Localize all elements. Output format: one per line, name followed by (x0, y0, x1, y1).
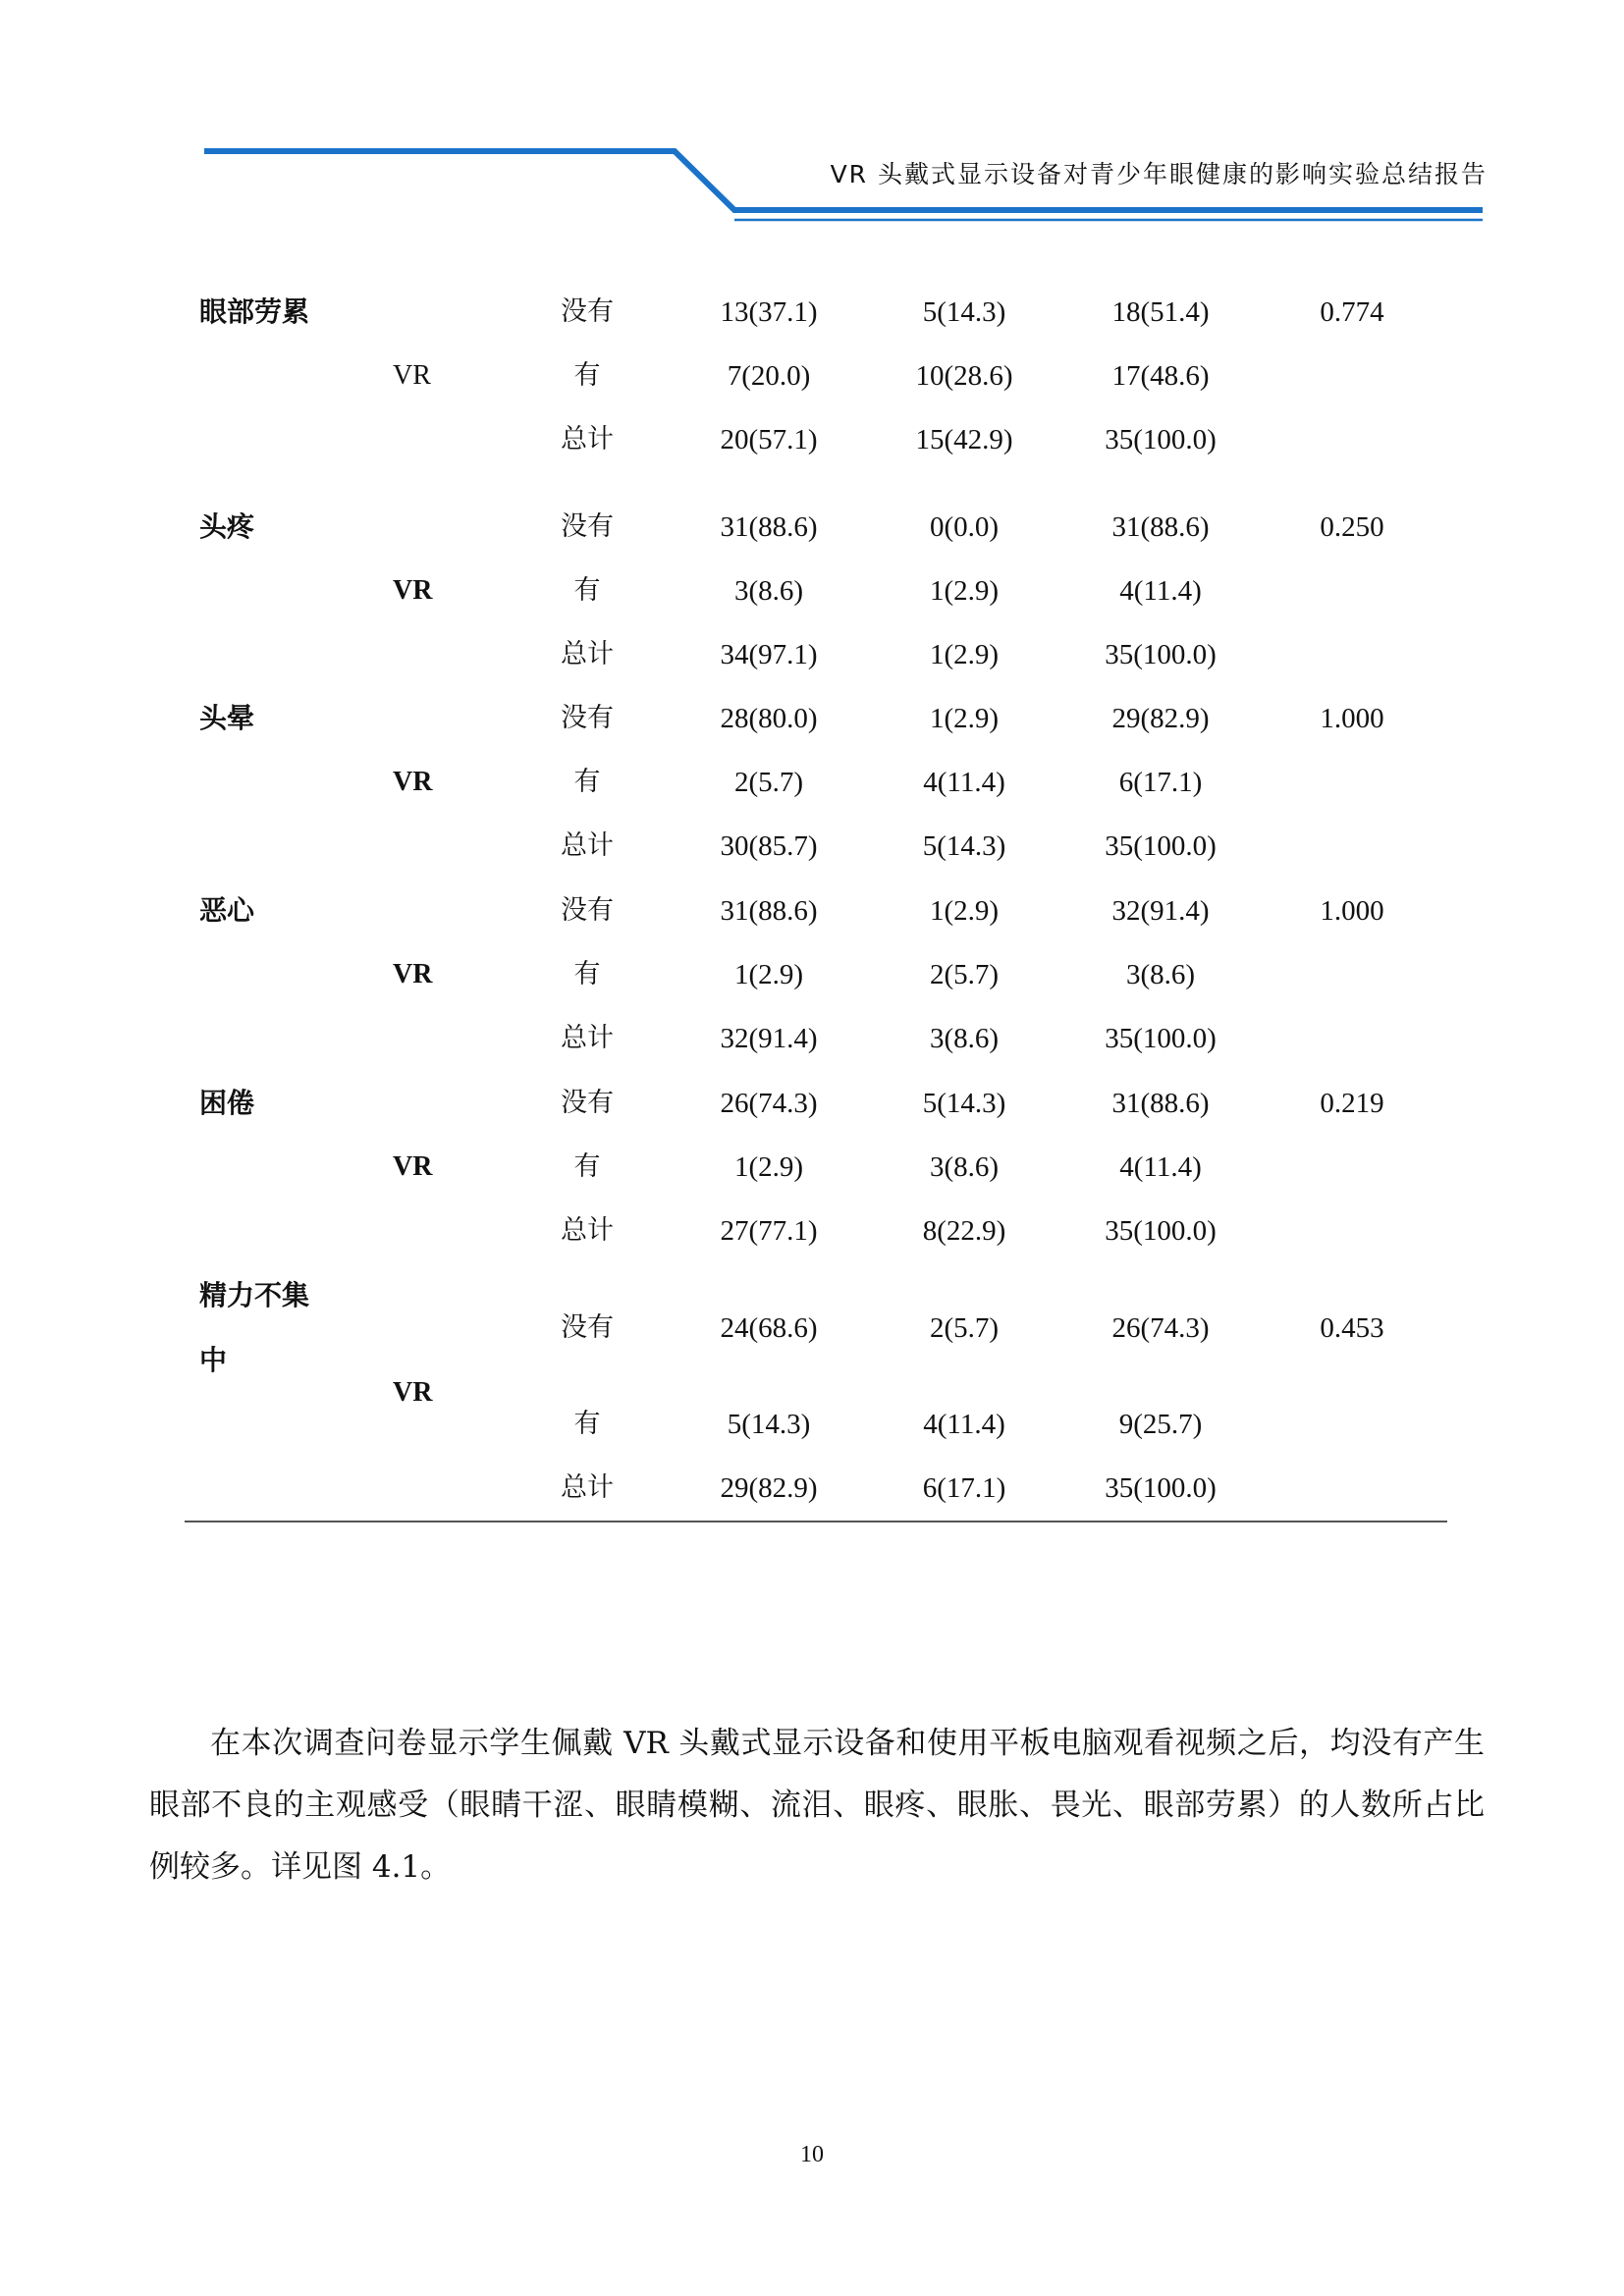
count-cell: 29(82.9) (720, 1472, 818, 1504)
response-label: 有 (573, 1151, 601, 1182)
device-label: VR (393, 959, 433, 989)
count-cell: 4(11.4) (923, 1409, 1005, 1440)
count-cell: 32(91.4) (720, 1023, 818, 1054)
response-label: 有 (573, 767, 601, 797)
response-label: 有 (573, 575, 601, 606)
response-label: 没有 (561, 511, 614, 542)
count-cell: 15(42.9) (915, 424, 1013, 455)
symptom-label: 眼部劳累 (199, 295, 310, 328)
count-cell: 20(57.1) (720, 424, 818, 455)
response-label: 总计 (561, 424, 614, 454)
count-cell: 31(88.6) (1111, 1088, 1210, 1119)
p-value: 1.000 (1320, 703, 1384, 734)
response-label: 没有 (561, 1312, 614, 1343)
symptom-label: 头晕 (199, 702, 255, 734)
count-cell: 26(74.3) (720, 1088, 818, 1119)
count-cell: 0(0.0) (929, 511, 1000, 543)
count-cell: 1(2.9) (929, 639, 1000, 670)
response-label: 总计 (561, 1472, 614, 1503)
count-cell: 6(17.1) (1118, 767, 1203, 798)
count-cell: 5(14.3) (922, 830, 1006, 862)
count-cell: 35(100.0) (1105, 1023, 1217, 1054)
count-cell: 3(8.6) (929, 1151, 1000, 1183)
symptom-label: 精力不集 (199, 1279, 310, 1311)
count-cell: 35(100.0) (1105, 424, 1217, 455)
count-cell: 24(68.6) (720, 1312, 818, 1344)
paragraph-text: 在本次调查问卷显示学生佩戴 VR 头戴式显示设备和使用平板电脑观看视频之后，均没有产生眼部不良的主观感受（眼睛干涩、眼睛模糊、流泪、眼疼、眼胀、畏光、眼部劳累）的人数所占比例较多。详见图 4.1。 (149, 1726, 1485, 1885)
table-bottom-rule (185, 1521, 1447, 1522)
count-cell: 1(2.9) (733, 1151, 804, 1183)
count-cell: 1(2.9) (929, 575, 1000, 607)
count-cell: 18(51.4) (1111, 296, 1210, 328)
count-cell: 31(88.6) (1111, 511, 1210, 543)
count-cell: 10(28.6) (915, 360, 1013, 392)
count-cell: 13(37.1) (720, 296, 818, 328)
count-cell: 4(11.4) (1119, 1151, 1202, 1183)
count-cell: 26(74.3) (1111, 1312, 1210, 1344)
count-cell: 31(88.6) (720, 511, 818, 543)
device-label: VR (393, 575, 433, 606)
count-cell: 1(2.9) (733, 959, 804, 990)
p-value: 1.000 (1320, 895, 1384, 927)
count-cell: 9(25.7) (1118, 1409, 1203, 1440)
count-cell: 5(14.3) (727, 1409, 811, 1440)
count-cell: 31(88.6) (720, 895, 818, 927)
response-label: 有 (573, 959, 601, 989)
response-label: 有 (573, 1409, 601, 1439)
count-cell: 17(48.6) (1111, 360, 1210, 392)
symptom-label: 头疼 (199, 510, 255, 543)
symptom-label: 中 (199, 1344, 228, 1376)
count-cell: 29(82.9) (1111, 703, 1210, 734)
device-label: VR (393, 767, 433, 797)
count-cell: 2(5.7) (929, 959, 1000, 990)
count-cell: 7(20.0) (727, 360, 811, 392)
count-cell: 8(22.9) (922, 1215, 1006, 1247)
count-cell: 5(14.3) (922, 1088, 1006, 1119)
count-cell: 32(91.4) (1111, 895, 1210, 927)
response-label: 有 (573, 360, 601, 391)
response-label: 没有 (561, 1088, 614, 1118)
device-label: VR (393, 360, 431, 391)
p-value: 0.250 (1320, 511, 1384, 543)
page-number: 10 (800, 2142, 824, 2167)
response-label: 没有 (561, 895, 614, 926)
device-label: VR (393, 1151, 433, 1182)
body-paragraph (149, 1713, 1485, 1898)
count-cell: 4(11.4) (1119, 575, 1202, 607)
symptom-label: 恶心 (199, 894, 255, 927)
count-cell: 1(2.9) (929, 895, 1000, 927)
response-label: 没有 (561, 703, 614, 733)
count-cell: 35(100.0) (1105, 1472, 1217, 1504)
response-label: 没有 (561, 296, 614, 327)
header-title: VR 头戴式显示设备对青少年眼健康的影响实验总结报告 (830, 160, 1488, 188)
count-cell: 3(8.6) (929, 1023, 1000, 1054)
count-cell: 30(85.7) (720, 830, 818, 862)
count-cell: 35(100.0) (1105, 830, 1217, 862)
count-cell: 35(100.0) (1105, 639, 1217, 670)
response-label: 总计 (561, 639, 614, 669)
count-cell: 2(5.7) (929, 1312, 1000, 1344)
count-cell: 1(2.9) (929, 703, 1000, 734)
count-cell: 3(8.6) (733, 575, 804, 607)
count-cell: 34(97.1) (720, 639, 818, 670)
count-cell: 6(17.1) (922, 1472, 1006, 1504)
count-cell: 3(8.6) (1125, 959, 1196, 990)
response-label: 总计 (561, 830, 614, 861)
count-cell: 2(5.7) (733, 767, 804, 798)
p-value: 0.453 (1320, 1312, 1384, 1344)
response-label: 总计 (561, 1215, 614, 1246)
count-cell: 28(80.0) (720, 703, 818, 734)
count-cell: 5(14.3) (922, 296, 1006, 328)
p-value: 0.219 (1320, 1088, 1384, 1119)
count-cell: 35(100.0) (1105, 1215, 1217, 1247)
p-value: 0.774 (1320, 296, 1384, 328)
device-label: VR (393, 1377, 433, 1408)
symptom-label: 困倦 (199, 1087, 255, 1119)
response-label: 总计 (561, 1023, 614, 1053)
count-cell: 27(77.1) (720, 1215, 818, 1247)
count-cell: 4(11.4) (923, 767, 1005, 798)
